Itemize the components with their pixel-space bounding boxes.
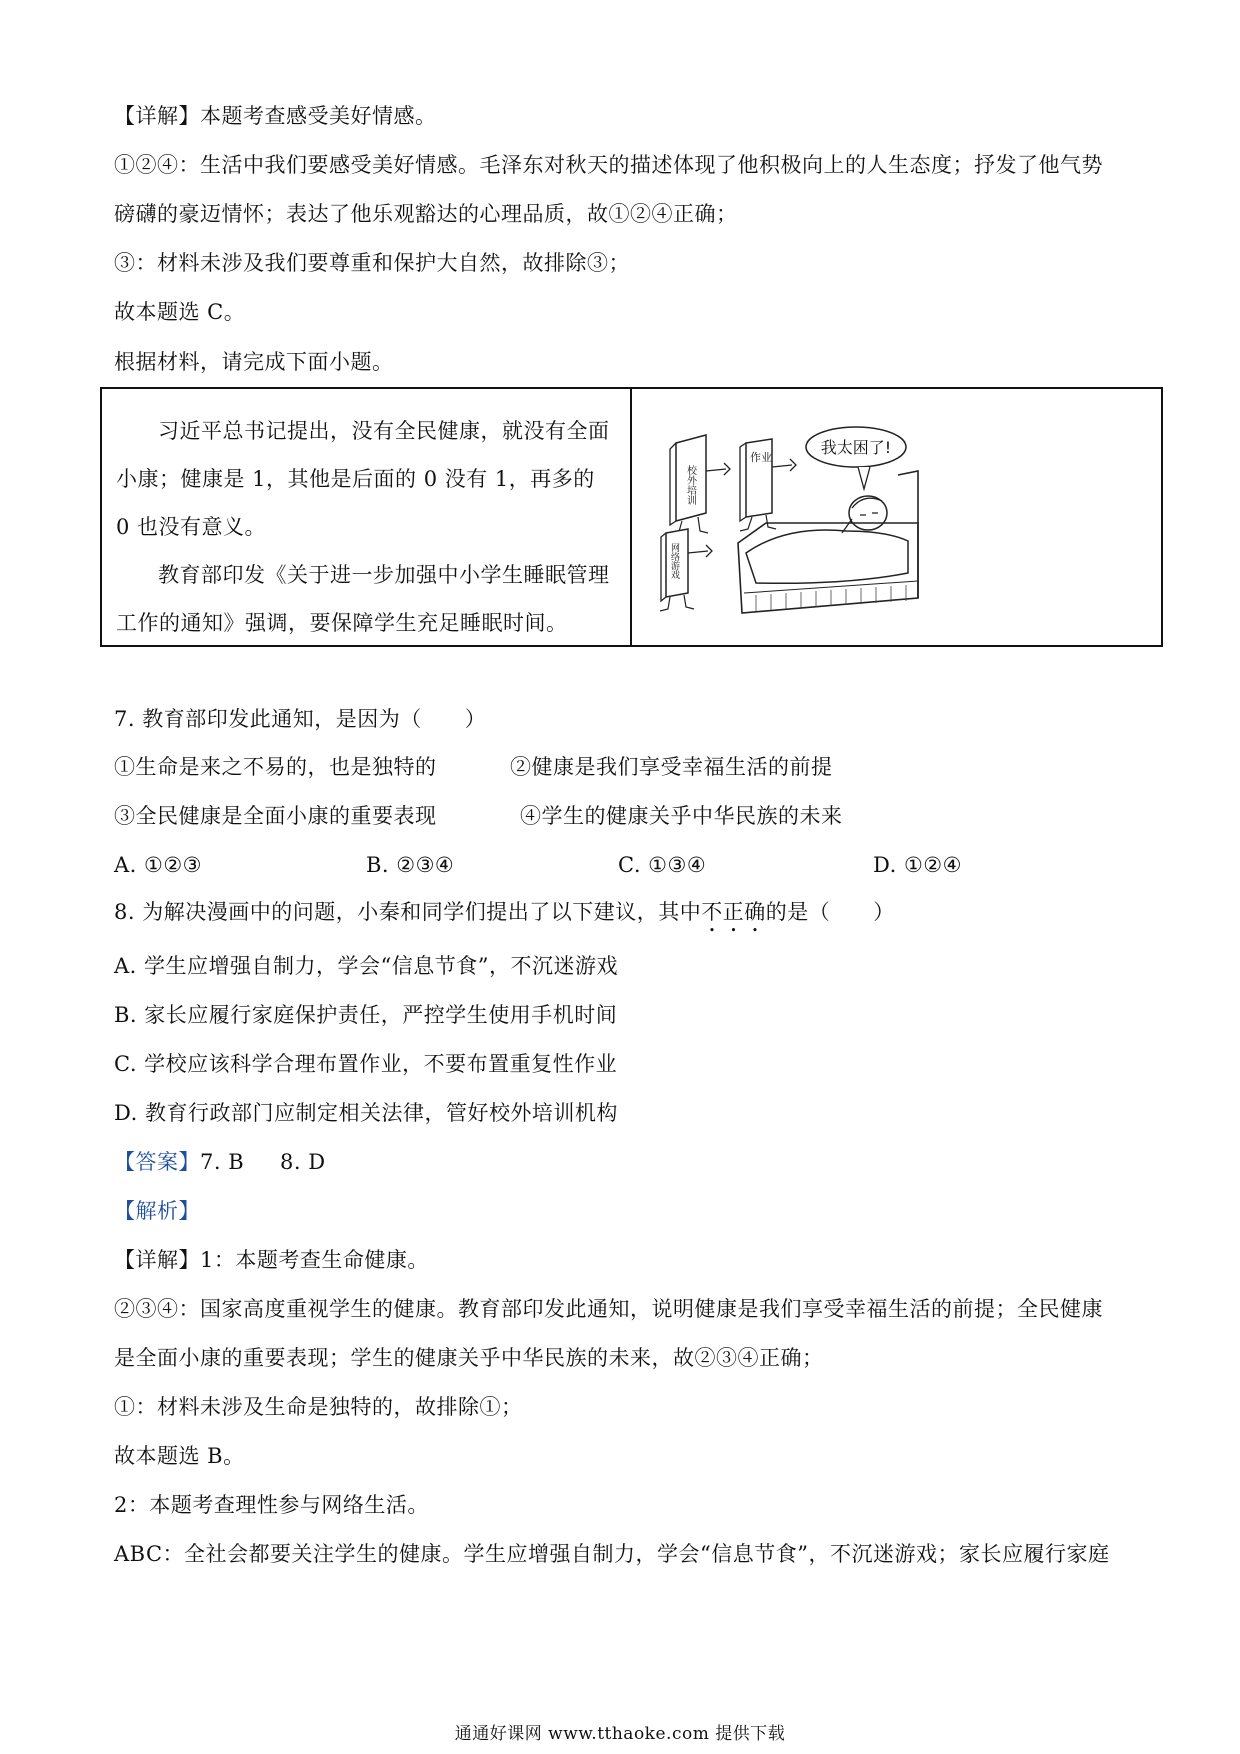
q7-item-4: ④学生的健康关乎中华民族的未来: [520, 804, 843, 828]
q8-option-c: C. 学校应该科学合理布置作业，不要布置重复性作业: [114, 1052, 618, 1076]
book-homework-icon: [740, 439, 796, 531]
q7-stem: 7. 教育部印发此通知，是因为（ ）: [114, 707, 487, 731]
material-paragraph-1: 习近平总书记提出，没有全民健康，就没有全面小康；健康是 1，其他是后面的 0 没有 1，再多的 0 也没有意义。: [116, 419, 610, 539]
cartoon-illustration: [646, 413, 936, 623]
material-text-cell: [102, 389, 632, 645]
q8-stem-emphasis: 不正确: [701, 900, 766, 924]
analysis-line-3: 是全面小康的重要表现；学生的健康关乎中华民族的未来，故②③④正确；: [114, 1346, 824, 1370]
analysis-line-6: 2：本题考查理性参与网络生活。: [114, 1493, 429, 1517]
analysis-line-1: 【详解】1：本题考查生命健康。: [114, 1248, 429, 1272]
svg-text:校外培训: 校外培训: [684, 465, 696, 505]
q7-items-row-2: [114, 801, 843, 831]
answer-label: 【答案】: [114, 1150, 200, 1174]
speech-bubble: [806, 427, 906, 489]
q8-option-d: D. 教育行政部门应制定相关法律，管好校外培训机构: [114, 1101, 618, 1125]
q7-item-1: ①生命是来之不易的，也是独特的: [114, 755, 437, 779]
page-footer: 通通好课网 www.tthaoke.com 提供下载: [454, 1724, 786, 1744]
analysis-line-2: 磅礴的豪迈情怀；表达了他乐观豁达的心理品质，故①②④正确；: [114, 202, 738, 226]
sleeping-child-icon: [842, 496, 887, 533]
svg-text:作业: 作业: [750, 451, 772, 464]
detail-title: 【详解】本题考查感受美好情感。: [114, 104, 437, 128]
q7-option-b: B. ②③④: [366, 853, 455, 877]
answer-7: 7. B: [200, 1150, 245, 1174]
q7-option-a: A. ①②③: [114, 853, 202, 877]
answer-8: 8. D: [280, 1150, 326, 1174]
analysis-line-4: ①：材料未涉及生命是独特的，故排除①；: [114, 1395, 523, 1419]
q8-stem-post: 的是（ ）: [765, 900, 895, 924]
exclude-line: ③：材料未涉及我们要尊重和保护大自然，故排除③；: [114, 251, 630, 275]
answer-line: [114, 1147, 326, 1177]
material-cartoon-cell: [632, 389, 1161, 645]
analysis-label: 【解析】: [114, 1199, 200, 1223]
q8-stem: [114, 897, 895, 937]
analysis-line-2: ②③④：国家高度重视学生的健康。教育部印发此通知，说明健康是我们享受幸福生活的前提；全民健康: [114, 1297, 1103, 1321]
q7-item-3: ③全民健康是全面小康的重要表现: [114, 804, 437, 828]
analysis-line-7: ABC：全社会都要关注学生的健康。学生应增强自制力，学会“信息节食”，不沉迷游戏；家长应履行家庭: [114, 1542, 1110, 1566]
instruction-line: 根据材料，请完成下面小题。: [114, 350, 394, 374]
material-paragraph-2: 教育部印发《关于进一步加强中小学生睡眠管理工作的通知》强调，要保障学生充足睡眠时间。: [116, 563, 610, 635]
svg-text:我太困了!: 我太困了!: [820, 438, 892, 457]
conclusion-line: 故本题选 C。: [114, 300, 246, 324]
q8-stem-pre: 8. 为解决漫画中的问题，小秦和同学们提出了以下建议，其中: [114, 900, 702, 924]
q7-option-c: C. ①③④: [618, 853, 707, 877]
q7-options: [114, 850, 962, 880]
material-table: [100, 387, 1163, 647]
analysis-line-1: ①②④：生活中我们要感受美好情感。毛泽东对秋天的描述体现了他积极向上的人生态度；抒发了他气势: [114, 153, 1103, 177]
book-tutoring-icon: [670, 435, 730, 537]
book-online-games-icon: [660, 529, 712, 611]
q8-option-b: B. 家长应履行家庭保护责任，严控学生使用手机时间: [114, 1003, 618, 1027]
analysis-line-5: 故本题选 B。: [114, 1444, 245, 1468]
q7-option-d: D. ①②④: [873, 853, 962, 877]
q8-option-a: A. 学生应增强自制力，学会“信息节食”，不沉迷游戏: [114, 954, 618, 978]
q7-items-row-1: [114, 752, 833, 782]
svg-text:网络游戏: 网络游戏: [669, 543, 679, 579]
q7-item-2: ②健康是我们享受幸福生活的前提: [510, 755, 833, 779]
